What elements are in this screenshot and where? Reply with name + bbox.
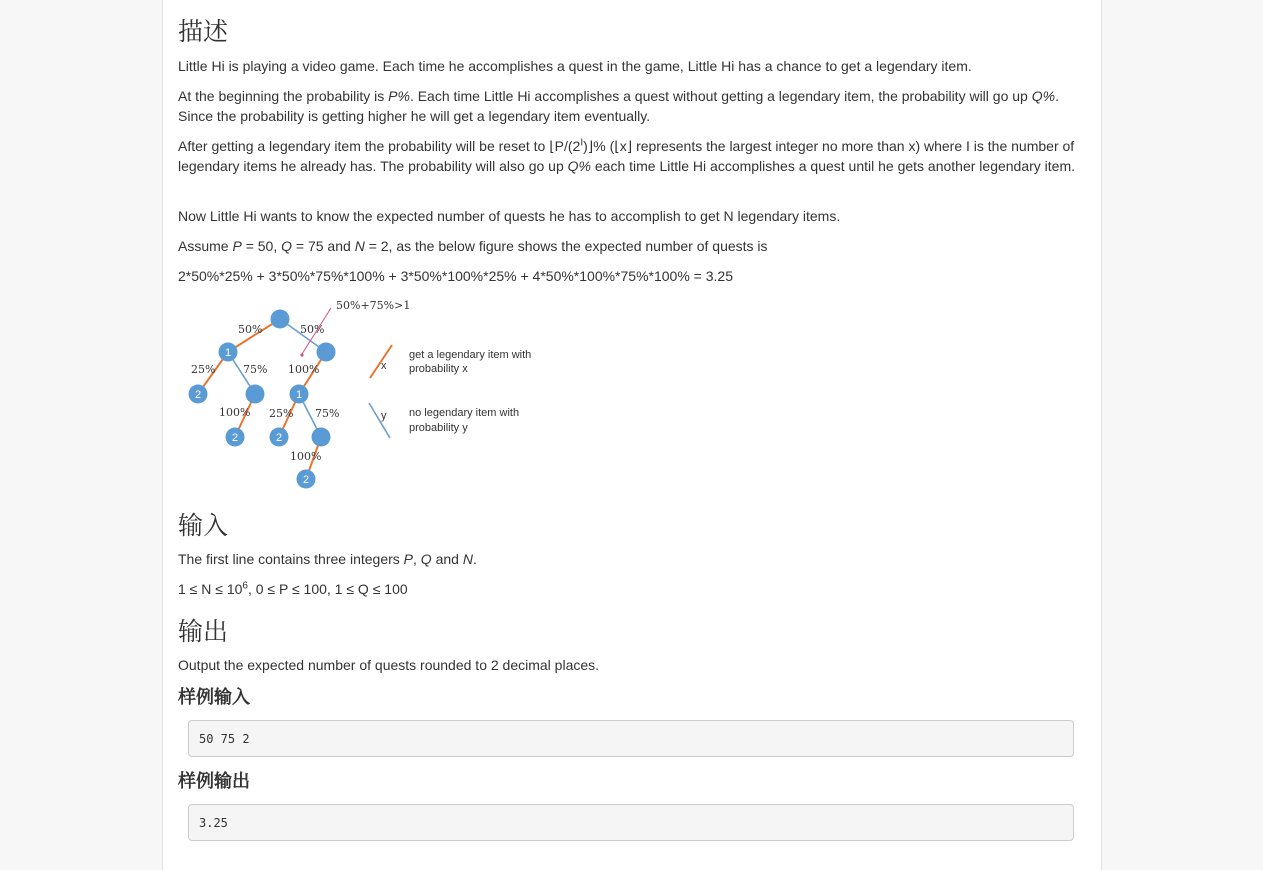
expected-value-formula: 2*50%*25% + 3*50%*75%*100% + 3*50%*100%*25% + 4*50%*100%*75%*100% = 3.25 [178, 268, 733, 284]
legend-y-mark: y [381, 410, 387, 422]
tree-node-root [271, 310, 290, 329]
output-paragraph: Output the expected number of quests rounded to 2 decimal places. [178, 657, 600, 673]
description-paragraph-3: After getting a legendary item the probability will be reset to $⌊P/(2^I)⌋\%$ (⌊x⌋ represents the largest integer no more than x) where I is the number of legendary items he already has. The probability will also go up Q% each time Little Hi accomplishes a quest until he gets another legendary item. [178, 137, 1076, 174]
edge-label-root-left: 50% [238, 323, 263, 336]
sample-input-code[interactable]: 50 75 2 [188, 720, 1074, 757]
sample-output-heading: 样例输出 [178, 771, 250, 791]
annotation-arrow-tip [300, 353, 303, 356]
sample-output-code[interactable]: 3.25 [188, 804, 1074, 841]
problem-panel [162, 0, 1102, 870]
description-paragraph-1: Little Hi is playing a video game. Each time he accomplishes a quest in the game, Little Hi has a chance to get a legendary item. [178, 58, 972, 74]
tree-node-leaf-c-label: 2 [275, 432, 283, 444]
tree-node-a [246, 385, 265, 404]
probability-tree-figure [178, 293, 558, 495]
tree-node-n1-label: 1 [224, 347, 232, 359]
edge-label-c-down: 100% [290, 450, 322, 463]
legend-y-line2: probability y [409, 422, 468, 434]
edge-label-r-down: 100% [288, 363, 320, 376]
tree-node-c [312, 428, 331, 447]
edge-label-root-right: 50% [300, 323, 325, 336]
tree-node-leaf-d-label: 2 [302, 474, 310, 486]
legend-x-line1: get a legendary item with [409, 349, 532, 361]
description-paragraph-5: Assume P = 50, Q = 75 and N = 2, as the below figure shows the expected number of quests is [178, 238, 768, 254]
output-heading: 输出 [178, 618, 229, 646]
tree-node-r [317, 343, 336, 362]
legend-y-line1: no legendary item with [409, 407, 520, 419]
edge-label-b-right: 75% [315, 407, 340, 420]
annotation-label: 50%+75%>1 [336, 299, 411, 312]
legend-x-line2: probability x [409, 363, 468, 375]
description-paragraph-2: At the beginning the probability is P%. Each time Little Hi accomplishes a quest without getting a legendary item, the probability will go up Q%. Since the probability is getting higher he will get a legendary item eventually. [178, 88, 1059, 124]
legend-blue-line [369, 403, 390, 438]
description-heading: 描述 [178, 18, 229, 46]
edge-label-a-down: 100% [219, 406, 251, 419]
edge-label-b-left: 25% [269, 407, 294, 420]
edge-label-n1-right: 75% [243, 363, 268, 376]
tree-node-n1b-label: 1 [295, 389, 303, 401]
input-constraints: $1 \le N \le 10^6$, 0 ≤ P ≤ 100, 1 ≤ Q ≤ 100 [178, 580, 408, 597]
input-heading: 输入 [178, 512, 229, 540]
legend-x-mark: x [381, 360, 387, 372]
input-paragraph-1: The first line contains three integers P, Q and N. [178, 551, 477, 567]
description-paragraph-4: Now Little Hi wants to know the expected number of quests he has to accomplish to get N legendary items. [178, 208, 841, 224]
tree-node-leaf-b-label: 2 [231, 432, 239, 444]
tree-node-leaf-a-label: 2 [194, 389, 202, 401]
edge-label-n1-left: 25% [191, 363, 216, 376]
sample-input-heading: 样例输入 [178, 687, 250, 707]
